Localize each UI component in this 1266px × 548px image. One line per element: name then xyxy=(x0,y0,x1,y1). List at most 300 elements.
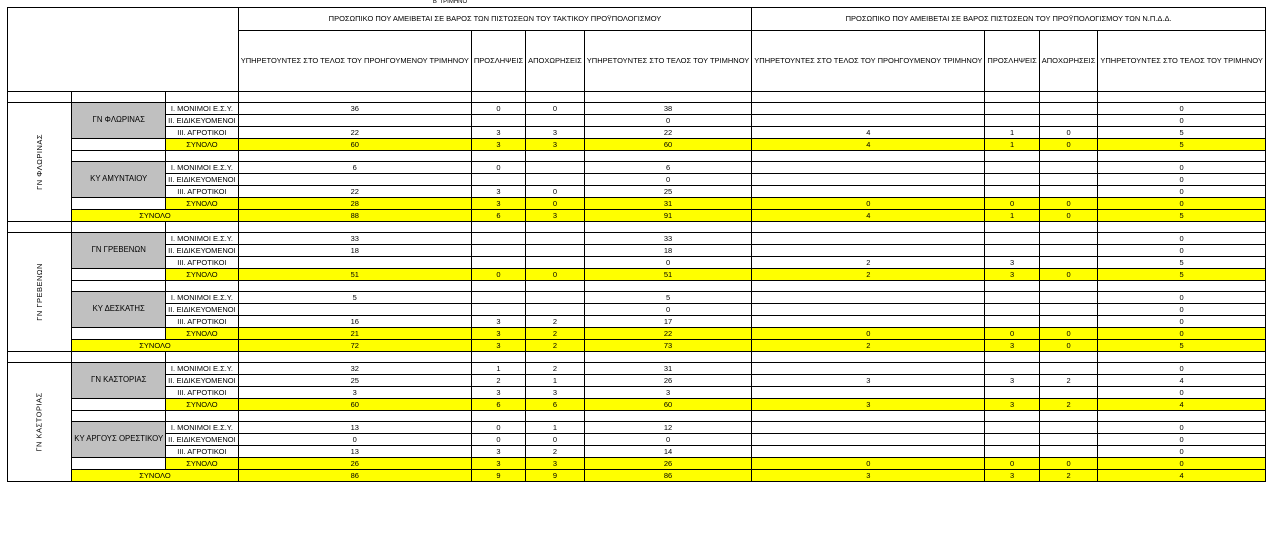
category-label: ΙΙΙ. ΑΓΡΟΤΙΚΟΙ xyxy=(166,257,239,269)
empty-cell xyxy=(526,281,585,292)
value-cell: 0 xyxy=(1098,387,1266,399)
value-cell: 86 xyxy=(584,470,752,482)
value-cell: 3 xyxy=(471,446,525,458)
value-cell: 0 xyxy=(471,434,525,446)
value-cell xyxy=(1039,257,1098,269)
category-label: Ι. ΜΟΝΙΜΟΙ Ε.Σ.Υ. xyxy=(166,103,239,115)
value-cell xyxy=(526,304,585,316)
category-label: ΙΙ. ΕΙΔΙΚΕΥΟΜΕΝΟΙ xyxy=(166,174,239,186)
quarter-label: Β' ΤΡΙΜΗΝΟ xyxy=(432,0,468,5)
value-cell: 3 xyxy=(752,470,985,482)
value-cell: 13 xyxy=(238,422,471,434)
value-cell: 0 xyxy=(1039,340,1098,352)
value-cell: 0 xyxy=(1098,186,1266,198)
value-cell: 0 xyxy=(1098,245,1266,257)
value-cell xyxy=(985,387,1039,399)
value-cell xyxy=(752,186,985,198)
spacer-row xyxy=(8,222,1266,233)
col-header: ΠΡΟΣΛΗΨΕΙΣ xyxy=(985,31,1039,92)
empty-cell xyxy=(8,92,72,103)
value-cell: 4 xyxy=(1098,470,1266,482)
value-cell: 26 xyxy=(238,458,471,470)
value-cell: 0 xyxy=(526,103,585,115)
value-cell: 91 xyxy=(584,210,752,222)
value-cell xyxy=(985,446,1039,458)
category-row xyxy=(8,127,1266,139)
value-cell: 3 xyxy=(471,139,525,151)
value-cell xyxy=(752,174,985,186)
col-header: ΑΠΟΧΩΡΗΣΕΙΣ xyxy=(526,31,585,92)
col-header: ΠΡΟΣΛΗΨΕΙΣ xyxy=(471,31,525,92)
empty-cell xyxy=(166,352,239,363)
value-cell xyxy=(752,434,985,446)
total-label: ΣΥΝΟΛΟ xyxy=(72,340,238,352)
value-cell: 0 xyxy=(1039,127,1098,139)
value-cell: 4 xyxy=(752,139,985,151)
value-cell: 5 xyxy=(1098,340,1266,352)
value-cell: 0 xyxy=(471,422,525,434)
value-cell: 60 xyxy=(584,139,752,151)
value-cell xyxy=(471,115,525,127)
value-cell: 3 xyxy=(471,387,525,399)
value-cell: 0 xyxy=(1098,292,1266,304)
unit-sum-row xyxy=(8,198,1266,210)
unit-name: ΚΥ ΔΕΣΚΑΤΗΣ xyxy=(72,292,166,328)
empty-cell xyxy=(72,222,166,233)
sum-label: ΣΥΝΟΛΟ xyxy=(166,458,239,470)
value-cell: 0 xyxy=(1039,139,1098,151)
value-cell xyxy=(752,103,985,115)
empty-cell xyxy=(985,411,1039,422)
value-cell: 2 xyxy=(471,375,525,387)
value-cell: 5 xyxy=(1098,269,1266,281)
category-label: ΙΙΙ. ΑΓΡΟΤΙΚΟΙ xyxy=(166,316,239,328)
category-label: ΙΙ. ΕΙΔΙΚΕΥΟΜΕΝΟΙ xyxy=(166,115,239,127)
value-cell: 3 xyxy=(526,458,585,470)
value-cell: 0 xyxy=(1039,269,1098,281)
value-cell: 0 xyxy=(1098,422,1266,434)
empty-cell xyxy=(752,222,985,233)
value-cell xyxy=(471,245,525,257)
value-cell xyxy=(1039,434,1098,446)
value-cell xyxy=(752,422,985,434)
value-cell: 4 xyxy=(752,210,985,222)
value-cell: 0 xyxy=(752,328,985,340)
empty-cell xyxy=(72,399,166,411)
value-cell xyxy=(752,446,985,458)
value-cell: 73 xyxy=(584,340,752,352)
value-cell: 0 xyxy=(1039,210,1098,222)
value-cell: 9 xyxy=(471,470,525,482)
category-label: Ι. ΜΟΝΙΜΟΙ Ε.Σ.Υ. xyxy=(166,233,239,245)
value-cell: 6 xyxy=(238,162,471,174)
empty-cell xyxy=(166,281,239,292)
value-cell: 3 xyxy=(985,399,1039,411)
empty-cell xyxy=(985,352,1039,363)
value-cell: 33 xyxy=(238,233,471,245)
value-cell: 0 xyxy=(752,198,985,210)
value-cell: 0 xyxy=(584,174,752,186)
region-name: ΓΝ ΦΛΩΡΙΝΑΣ xyxy=(34,134,44,190)
value-cell xyxy=(1039,387,1098,399)
value-cell xyxy=(985,292,1039,304)
value-cell: 0 xyxy=(985,328,1039,340)
value-cell xyxy=(1039,446,1098,458)
value-cell xyxy=(526,257,585,269)
value-cell: 3 xyxy=(471,186,525,198)
value-cell: 0 xyxy=(752,458,985,470)
value-cell xyxy=(985,316,1039,328)
value-cell: 22 xyxy=(238,127,471,139)
value-cell: 0 xyxy=(471,103,525,115)
empty-cell xyxy=(526,151,585,162)
empty-cell xyxy=(1098,281,1266,292)
category-label: ΙΙΙ. ΑΓΡΟΤΙΚΟΙ xyxy=(166,127,239,139)
value-cell: 6 xyxy=(526,399,585,411)
value-cell: 18 xyxy=(238,245,471,257)
empty-cell xyxy=(8,352,72,363)
staff-table xyxy=(7,7,1266,482)
category-label: ΙΙ. ΕΙΔΙΚΕΥΟΜΕΝΟΙ xyxy=(166,304,239,316)
value-cell: 0 xyxy=(1098,316,1266,328)
empty-cell xyxy=(72,139,166,151)
sum-label: ΣΥΝΟΛΟ xyxy=(166,198,239,210)
empty-cell xyxy=(1098,411,1266,422)
value-cell: 0 xyxy=(1098,363,1266,375)
category-row xyxy=(8,115,1266,127)
value-cell xyxy=(526,233,585,245)
value-cell: 0 xyxy=(1098,115,1266,127)
value-cell: 3 xyxy=(985,340,1039,352)
value-cell xyxy=(526,245,585,257)
value-cell: 0 xyxy=(526,198,585,210)
value-cell: 6 xyxy=(471,210,525,222)
region-total-row xyxy=(8,210,1266,222)
empty-cell xyxy=(1039,281,1098,292)
col-header: ΥΠΗΡΕΤΟΥΝΤΕΣ ΣΤΟ ΤΕΛΟΣ ΤΟΥ ΤΡΙΜΗΝΟΥ xyxy=(584,31,752,92)
header-group-regular-budget: ΠΡΟΣΩΠΙΚΟ ΠΟΥ ΑΜΕΙΒΕΤΑΙ ΣΕ ΒΑΡΟΣ ΤΩΝ ΠΙΣΤΩΣΕΩΝ ΤΟΥ ΤΑΚΤΙΚΟΥ ΠΡΟΫΠΟΛΟΓΙΣΜΟΥ xyxy=(238,8,752,31)
value-cell: 1 xyxy=(471,363,525,375)
empty-cell xyxy=(584,222,752,233)
value-cell: 32 xyxy=(238,363,471,375)
sum-label: ΣΥΝΟΛΟ xyxy=(166,328,239,340)
value-cell: 60 xyxy=(584,399,752,411)
value-cell xyxy=(238,257,471,269)
empty-cell xyxy=(1098,352,1266,363)
value-cell xyxy=(985,422,1039,434)
value-cell: 0 xyxy=(238,434,471,446)
value-cell: 1 xyxy=(985,139,1039,151)
value-cell: 6 xyxy=(584,162,752,174)
value-cell: 0 xyxy=(1098,162,1266,174)
spacer-row xyxy=(8,281,1266,292)
value-cell: 0 xyxy=(1098,434,1266,446)
empty-cell xyxy=(584,281,752,292)
empty-cell xyxy=(752,411,985,422)
value-cell: 5 xyxy=(1098,139,1266,151)
value-cell xyxy=(526,292,585,304)
value-cell: 51 xyxy=(238,269,471,281)
value-cell: 3 xyxy=(471,316,525,328)
region-total-row xyxy=(8,340,1266,352)
value-cell xyxy=(1039,304,1098,316)
category-row xyxy=(8,103,1266,115)
category-label: ΙΙ. ΕΙΔΙΚΕΥΟΜΕΝΟΙ xyxy=(166,375,239,387)
value-cell: 2 xyxy=(526,316,585,328)
value-cell xyxy=(471,174,525,186)
total-label: ΣΥΝΟΛΟ xyxy=(72,470,238,482)
category-label: Ι. ΜΟΝΙΜΟΙ Ε.Σ.Υ. xyxy=(166,292,239,304)
value-cell: 3 xyxy=(584,387,752,399)
value-cell xyxy=(752,162,985,174)
col-header: ΥΠΗΡΕΤΟΥΝΤΕΣ ΣΤΟ ΤΕΛΟΣ ΤΟΥ ΤΡΙΜΗΝΟΥ xyxy=(1098,31,1266,92)
category-row xyxy=(8,186,1266,198)
empty-cell xyxy=(238,352,471,363)
category-label: Ι. ΜΟΝΙΜΟΙ Ε.Σ.Υ. xyxy=(166,422,239,434)
category-row xyxy=(8,363,1266,375)
empty-cell xyxy=(471,92,525,103)
category-label: ΙΙ. ΕΙΔΙΚΕΥΟΜΕΝΟΙ xyxy=(166,245,239,257)
value-cell: 0 xyxy=(1098,446,1266,458)
value-cell: 5 xyxy=(238,292,471,304)
empty-cell xyxy=(985,151,1039,162)
empty-cell xyxy=(526,411,585,422)
empty-cell xyxy=(471,222,525,233)
value-cell: 3 xyxy=(526,210,585,222)
value-cell: 3 xyxy=(471,198,525,210)
value-cell: 2 xyxy=(526,340,585,352)
value-cell: 3 xyxy=(471,458,525,470)
value-cell xyxy=(752,245,985,257)
value-cell xyxy=(752,316,985,328)
sum-label: ΣΥΝΟΛΟ xyxy=(166,269,239,281)
value-cell xyxy=(471,257,525,269)
value-cell xyxy=(1039,422,1098,434)
value-cell: 3 xyxy=(526,387,585,399)
empty-cell xyxy=(72,281,166,292)
value-cell: 38 xyxy=(584,103,752,115)
unit-name: ΓΝ ΦΛΩΡΙΝΑΣ xyxy=(72,103,166,139)
value-cell: 16 xyxy=(238,316,471,328)
empty-cell xyxy=(238,222,471,233)
value-cell xyxy=(985,245,1039,257)
empty-cell xyxy=(985,92,1039,103)
value-cell: 3 xyxy=(752,399,985,411)
empty-cell xyxy=(526,92,585,103)
value-cell: 3 xyxy=(526,139,585,151)
value-cell: 0 xyxy=(985,458,1039,470)
value-cell: 3 xyxy=(985,269,1039,281)
category-row xyxy=(8,446,1266,458)
empty-cell xyxy=(166,92,239,103)
value-cell: 51 xyxy=(584,269,752,281)
value-cell: 3 xyxy=(238,387,471,399)
value-cell xyxy=(985,304,1039,316)
value-cell xyxy=(752,304,985,316)
empty-cell xyxy=(1039,352,1098,363)
value-cell: 22 xyxy=(584,127,752,139)
unit-sum-row xyxy=(8,328,1266,340)
value-cell: 3 xyxy=(752,375,985,387)
category-row xyxy=(8,375,1266,387)
value-cell: 12 xyxy=(584,422,752,434)
value-cell xyxy=(985,103,1039,115)
category-label: Ι. ΜΟΝΙΜΟΙ Ε.Σ.Υ. xyxy=(166,162,239,174)
empty-cell xyxy=(471,352,525,363)
empty-cell xyxy=(166,151,239,162)
value-cell: 31 xyxy=(584,363,752,375)
col-header: ΑΠΟΧΩΡΗΣΕΙΣ xyxy=(1039,31,1098,92)
value-cell: 3 xyxy=(471,127,525,139)
empty-cell xyxy=(72,328,166,340)
empty-cell xyxy=(526,352,585,363)
category-label: ΙΙΙ. ΑΓΡΟΤΙΚΟΙ xyxy=(166,446,239,458)
empty-cell xyxy=(166,411,239,422)
empty-cell xyxy=(72,92,166,103)
value-cell xyxy=(1039,292,1098,304)
empty-cell xyxy=(471,281,525,292)
empty-cell xyxy=(72,352,166,363)
sum-label: ΣΥΝΟΛΟ xyxy=(166,139,239,151)
category-label: ΙΙΙ. ΑΓΡΟΤΙΚΟΙ xyxy=(166,186,239,198)
value-cell: 86 xyxy=(238,470,471,482)
value-cell: 2 xyxy=(752,269,985,281)
empty-cell xyxy=(471,411,525,422)
value-cell: 0 xyxy=(526,434,585,446)
value-cell xyxy=(238,115,471,127)
value-cell: 0 xyxy=(985,198,1039,210)
category-row xyxy=(8,304,1266,316)
value-cell: 3 xyxy=(526,127,585,139)
value-cell: 0 xyxy=(584,115,752,127)
value-cell: 9 xyxy=(526,470,585,482)
empty-cell xyxy=(1098,151,1266,162)
value-cell xyxy=(985,233,1039,245)
value-cell: 3 xyxy=(471,340,525,352)
value-cell xyxy=(985,363,1039,375)
empty-cell xyxy=(752,151,985,162)
region-name: ΓΝ ΚΑΣΤΟΡΙΑΣ xyxy=(34,392,44,452)
empty-cell xyxy=(1039,411,1098,422)
value-cell: 0 xyxy=(584,257,752,269)
value-cell xyxy=(985,434,1039,446)
value-cell: 22 xyxy=(584,328,752,340)
value-cell: 1 xyxy=(526,422,585,434)
value-cell xyxy=(752,387,985,399)
value-cell xyxy=(752,292,985,304)
unit-sum-row xyxy=(8,399,1266,411)
empty-cell xyxy=(985,222,1039,233)
category-row xyxy=(8,387,1266,399)
header-corner xyxy=(8,8,239,92)
value-cell: 0 xyxy=(526,269,585,281)
empty-cell xyxy=(72,151,166,162)
value-cell: 0 xyxy=(1098,198,1266,210)
value-cell: 0 xyxy=(1098,328,1266,340)
spacer-row xyxy=(8,352,1266,363)
category-row xyxy=(8,422,1266,434)
region-label xyxy=(8,233,72,352)
value-cell xyxy=(1039,245,1098,257)
unit-sum-row xyxy=(8,458,1266,470)
sum-label: ΣΥΝΟΛΟ xyxy=(166,399,239,411)
value-cell: 72 xyxy=(238,340,471,352)
value-cell: 2 xyxy=(1039,399,1098,411)
empty-cell xyxy=(584,151,752,162)
category-row xyxy=(8,434,1266,446)
value-cell: 18 xyxy=(584,245,752,257)
value-cell: 2 xyxy=(752,340,985,352)
value-cell: 5 xyxy=(1098,210,1266,222)
value-cell: 2 xyxy=(752,257,985,269)
empty-cell xyxy=(72,411,166,422)
empty-cell xyxy=(1039,222,1098,233)
value-cell: 14 xyxy=(584,446,752,458)
value-cell xyxy=(1039,186,1098,198)
value-cell: 0 xyxy=(584,304,752,316)
spacer-row xyxy=(8,92,1266,103)
region-name: ΓΝ ΓΡΕΒΕΝΩΝ xyxy=(34,263,44,321)
value-cell: 5 xyxy=(1098,257,1266,269)
value-cell: 1 xyxy=(985,127,1039,139)
value-cell xyxy=(752,233,985,245)
value-cell: 1 xyxy=(985,210,1039,222)
value-cell: 4 xyxy=(1098,399,1266,411)
empty-cell xyxy=(1039,151,1098,162)
value-cell xyxy=(238,174,471,186)
empty-cell xyxy=(752,92,985,103)
value-cell: 22 xyxy=(238,186,471,198)
col-header: ΥΠΗΡΕΤΟΥΝΤΕΣ ΣΤΟ ΤΕΛΟΣ ΤΟΥ ΠΡΟΗΓΟΥΜΕΝΟΥ ΤΡΙΜΗΝΟΥ xyxy=(752,31,985,92)
value-cell: 60 xyxy=(238,399,471,411)
value-cell xyxy=(1039,115,1098,127)
empty-cell xyxy=(8,222,72,233)
value-cell xyxy=(1039,103,1098,115)
value-cell: 21 xyxy=(238,328,471,340)
value-cell xyxy=(985,186,1039,198)
value-cell: 5 xyxy=(584,292,752,304)
empty-cell xyxy=(985,281,1039,292)
unit-name: ΚΥ ΑΜΥΝΤΑΙΟΥ xyxy=(72,162,166,198)
category-label: ΙΙΙ. ΑΓΡΟΤΙΚΟΙ xyxy=(166,387,239,399)
value-cell: 5 xyxy=(1098,127,1266,139)
empty-cell xyxy=(238,411,471,422)
empty-cell xyxy=(584,352,752,363)
value-cell: 2 xyxy=(1039,470,1098,482)
unit-name: ΓΝ ΚΑΣΤΟΡΙΑΣ xyxy=(72,363,166,399)
header-group-npdd-budget: ΠΡΟΣΩΠΙΚΟ ΠΟΥ ΑΜΕΙΒΕΤΑΙ ΣΕ ΒΑΡΟΣ ΠΙΣΤΩΣΕΩΝ ΤΟΥ ΠΡΟΫΠΟΛΟΓΙΣΜΟΥ ΤΩΝ Ν.Π.Δ.Δ. xyxy=(752,8,1266,31)
unit-sum-row xyxy=(8,139,1266,151)
category-label: ΙΙ. ΕΙΔΙΚΕΥΟΜΕΝΟΙ xyxy=(166,434,239,446)
value-cell xyxy=(985,162,1039,174)
empty-cell xyxy=(526,222,585,233)
empty-cell xyxy=(1098,92,1266,103)
category-row xyxy=(8,292,1266,304)
value-cell: 25 xyxy=(238,375,471,387)
empty-cell xyxy=(752,281,985,292)
value-cell: 0 xyxy=(1039,198,1098,210)
value-cell: 36 xyxy=(238,103,471,115)
value-cell: 4 xyxy=(752,127,985,139)
empty-cell xyxy=(1098,222,1266,233)
value-cell: 0 xyxy=(1098,103,1266,115)
value-cell: 26 xyxy=(584,375,752,387)
value-cell: 3 xyxy=(985,257,1039,269)
empty-cell xyxy=(238,281,471,292)
value-cell: 3 xyxy=(985,470,1039,482)
empty-cell xyxy=(72,458,166,470)
value-cell: 2 xyxy=(526,328,585,340)
